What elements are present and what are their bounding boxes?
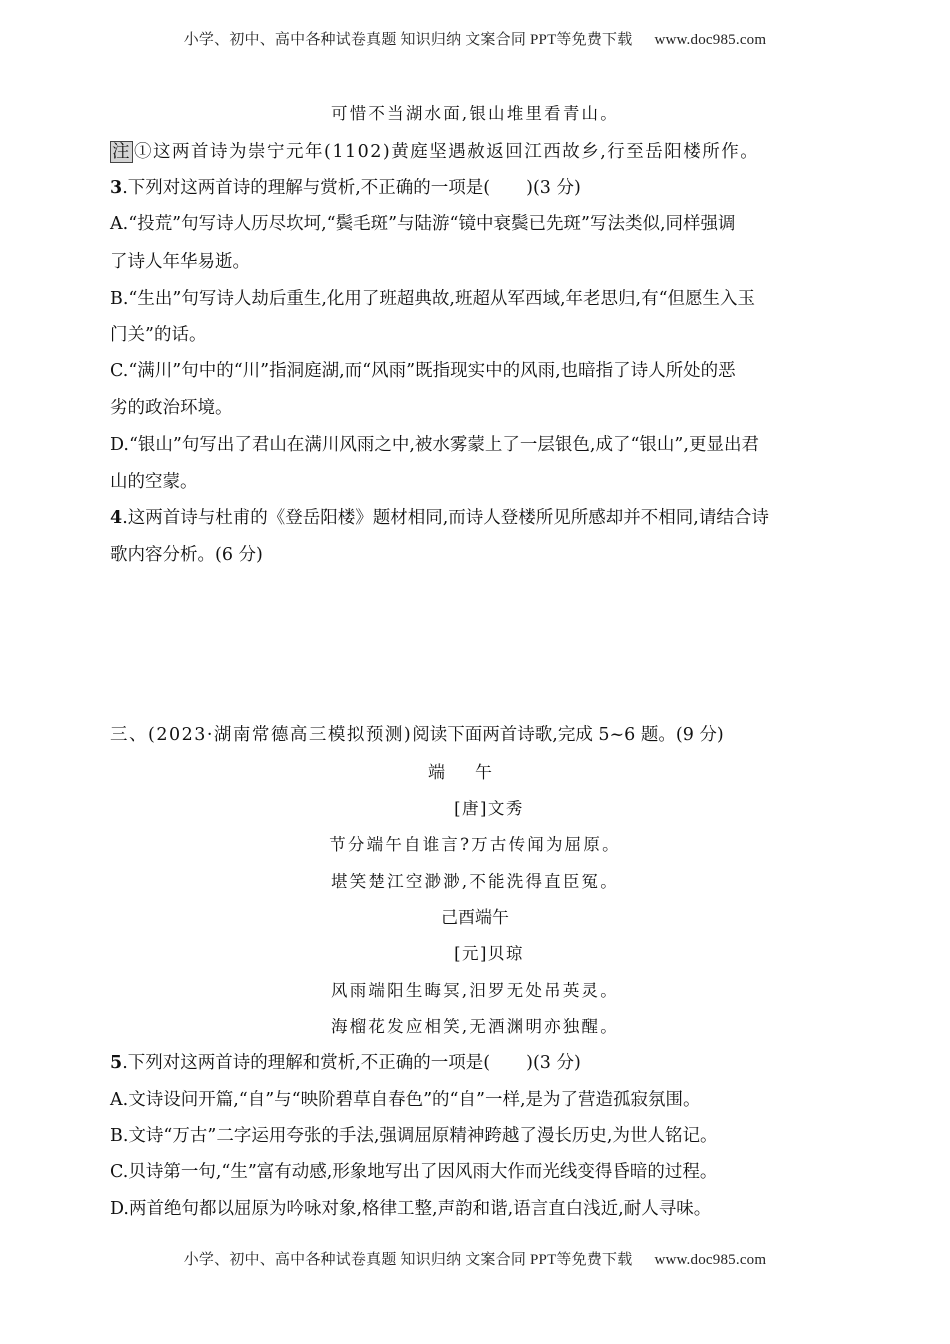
page-header (0, 28, 950, 49)
question-4-line2: 歌内容分析。(6 分) (110, 545, 263, 565)
question-4-line1 (110, 506, 845, 530)
poem-b-line-1: 风雨端阳生晦冥,汨罗无处吊英灵。 (331, 981, 619, 1000)
poem-a-line-1: 节分端午自谁言?万古传闻为屈原。 (329, 835, 621, 854)
poem-b-line-2: 海榴花发应相笑,无酒渊明亦独醒。 (331, 1017, 619, 1036)
q3-option-b-line2: 门关”的话。 (110, 325, 207, 345)
q3-option-a-line2: 了诗人年华易逝。 (110, 252, 250, 272)
section-3-heading (110, 723, 845, 747)
question-number: 5 (110, 1053, 123, 1073)
section-source: 三、(2023·湖南常德高三模拟预测) (110, 725, 413, 745)
poem-b-title: 己酉端午 (441, 908, 509, 928)
q5-option-c: C.贝诗第一句,“生”富有动感,形象地写出了因风雨大作而光线变得昏暗的过程。 (110, 1162, 718, 1182)
q3-option-c-line2: 劣的政治环境。 (110, 398, 233, 418)
header-text: 小学、初中、高中各种试卷真题 知识归纳 文案合同 PPT等免费下载 (183, 32, 633, 48)
poem-a-author: [唐]文秀 (454, 799, 524, 818)
poem-closing-line: 可惜不当湖水面,银山堆里看青山。 (331, 104, 619, 123)
note-tag: 注 (112, 142, 131, 162)
question-number: 4 (110, 508, 123, 528)
question-text: .下列对这两首诗的理解和赏析,不正确的一项是( (122, 1053, 491, 1073)
footer-text: 小学、初中、高中各种试卷真题 知识归纳 文案合同 PPT等免费下载 (183, 1252, 633, 1268)
footnote (110, 140, 845, 164)
q5-option-a: A.文诗设问开篇,“自”与“映阶碧草自春色”的“自”一样,是为了营造孤寂氛围。 (110, 1090, 701, 1110)
q3-option-d-line1: D.“银山”句写出了君山在满川风雨之中,被水雾蒙上了一层银色,成了“银山”,更显出君 (110, 435, 759, 455)
q5-option-b: B.文诗“万古”二字运用夸张的手法,强调屈原精神跨越了漫长历史,为世人铭记。 (110, 1126, 718, 1146)
footer-site-link[interactable]: www.doc985.com (654, 1252, 767, 1268)
q3-option-d-line2: 山的空蒙。 (110, 472, 198, 492)
question-text: .这两首诗与杜甫的《登岳阳楼》题材相同,而诗人登楼所见所感却并不相同,请结合诗 (122, 508, 769, 528)
poem-a-line-2: 堪笑楚江空渺渺,不能洗得直臣冤。 (331, 872, 619, 891)
q3-option-c-line1: C.“满川”句中的“川”指洞庭湖,而“风雨”既指现实中的风雨,也暗指了诗人所处的恶 (110, 361, 736, 381)
poem-a-title (0, 761, 950, 785)
q5-option-d: D.两首绝句都以屈原为吟咏对象,格律工整,声韵和谐,语言直白浅近,耐人寻味。 (110, 1199, 712, 1219)
q3-option-a-line1: A.“投荒”句写诗人历尽坎坷,“鬓毛斑”与陆游“镜中衰鬓已先斑”写法类似,同样强调 (110, 214, 736, 234)
section-instruction: 阅读下面两首诗歌,完成 5~6 题。(9 分) (412, 725, 724, 745)
header-site-link[interactable]: www.doc985.com (654, 32, 767, 48)
question-5-stem (110, 1051, 845, 1075)
poem-a-title-text: 端午 (428, 763, 522, 783)
q3-option-b-line1: B.“生出”句写诗人劫后重生,化用了班超典故,班超从军西域,年老思归,有“但愿生入玉 (110, 289, 756, 309)
note-text: ①这两首诗为崇宁元年(1102)黄庭坚遇赦返回江西故乡,行至岳阳楼所作。 (134, 142, 760, 162)
question-score: )(3 分) (526, 178, 581, 198)
poem-b-author: [元]贝琼 (454, 944, 524, 963)
question-text: .下列对这两首诗的理解与赏析,不正确的一项是( (122, 178, 491, 198)
question-number: 3 (110, 178, 123, 198)
question-score: )(3 分) (526, 1053, 581, 1073)
page-footer (0, 1248, 950, 1269)
question-3-stem (110, 176, 845, 200)
